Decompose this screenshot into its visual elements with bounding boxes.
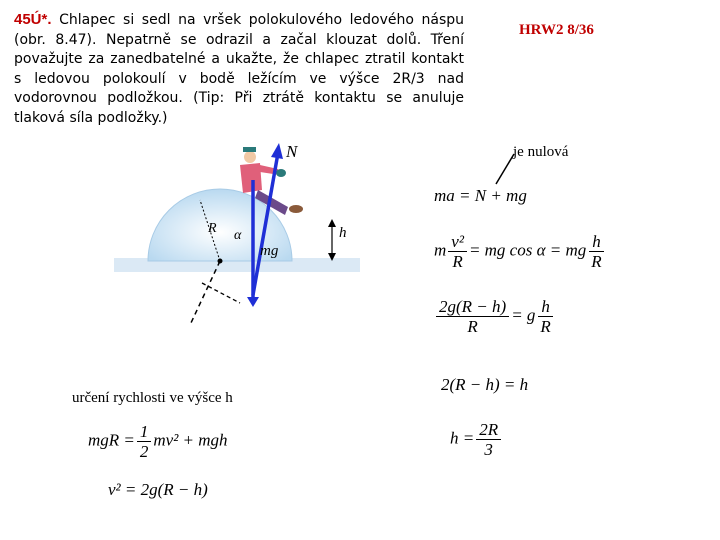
speed-equation: v² = 2g(R − h)	[108, 480, 208, 499]
radius-label: R	[208, 221, 217, 236]
note-pointer-line	[490, 150, 520, 190]
angle-label: α	[234, 228, 242, 243]
speed-heading: určení rychlosti ve výšce h	[72, 390, 233, 406]
slide-reference: HRW2 8/36	[519, 22, 594, 38]
newton-equation: ma = N + mg	[434, 186, 527, 205]
normal-force-zero-note: je nulová	[513, 144, 569, 160]
centripetal-equation: m $\frac{\text{v²}}{R}$ = mg cos α = mg $\frac{h}{R}$	[434, 232, 607, 271]
problem-body: Chlapec si sedl na vršek polokulového ledového náspu (obr. 8.47). Nepatrně se odrazil a začal klouzat dolů. Tření považujte za zanedbatelné a ukažte, že chlapec ztratil kontakt s ledovou polokoulí v bodě ležícím ve výšce 2R/3 nad vodorovnou podložkou. (Tip: Při ztrátě kontaktu se anuluje tlaková síla podložky.)	[14, 12, 464, 126]
weight-label: mg	[260, 243, 279, 259]
problem-number: 45Ú*.	[14, 11, 52, 28]
energy-conservation-equation: mgR = $\frac{1}{2}$ mv² + mgh	[88, 422, 228, 461]
problem-text	[14, 10, 464, 128]
hemisphere-figure	[110, 135, 370, 335]
result-equation: h = $\frac{2R}{3}$	[450, 420, 503, 459]
simplified-equation: 2(R − h) = h	[441, 375, 529, 394]
height-label: h	[339, 225, 347, 241]
normal-force-label: N	[286, 142, 298, 161]
energy-substitution-equation: $\frac{2g(R - h)}{R}$ = g $\frac{h}{R}$	[434, 297, 556, 336]
